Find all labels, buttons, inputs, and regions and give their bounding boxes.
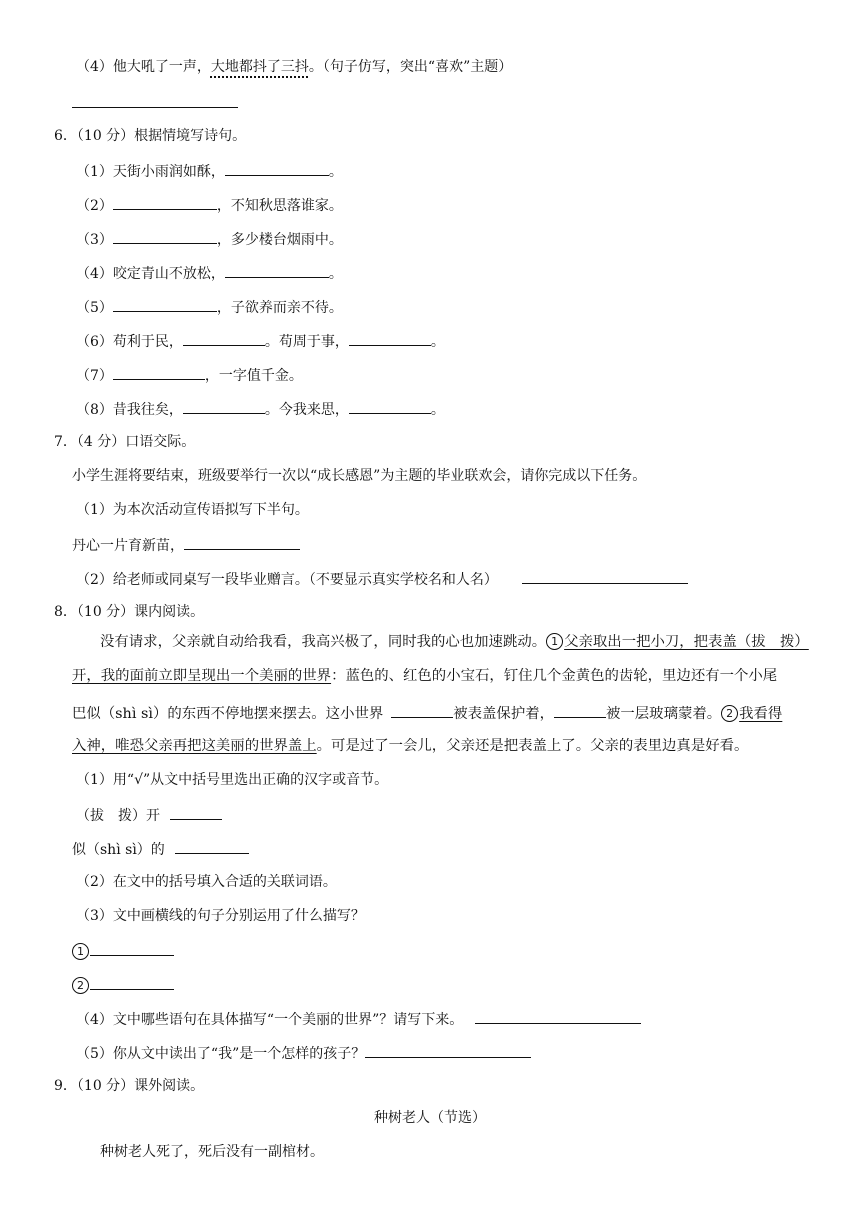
- q8-underlined-sentence-1b: 开，我的面前立即呈现出一个: [72, 668, 260, 684]
- answer-blank[interactable]: [113, 296, 217, 312]
- q8-sub5: [76, 1042, 531, 1064]
- q8-underlined-sentence-1a: 父亲取出一把小刀，把表盖（拔 拨）: [564, 634, 809, 650]
- q8-sub3: （3）文中画横线的句子分别运用了什么描写？: [76, 908, 365, 924]
- answer-blank[interactable]: [391, 702, 453, 718]
- answer-blank[interactable]: [72, 92, 238, 108]
- q8-sub1a: [76, 804, 222, 826]
- q9-passage-line1: 种树老人死了，死后没有一副棺材。: [100, 1144, 324, 1160]
- q6-item8: [76, 398, 445, 420]
- q6-item6-text-b: 。苟周于事，: [264, 334, 349, 350]
- q6-item1-text: （1）天街小雨润如酥，: [76, 164, 225, 180]
- q8-passage-text: 。可是过了一会儿，父亲还是把表盖上了。父亲的表里边真是好看。: [316, 738, 749, 754]
- answer-blank[interactable]: [113, 194, 217, 210]
- q8-passage-text: ：蓝色的、红色的小宝石，钉住几个金黄色的齿轮，里边还有一个小尾: [331, 668, 778, 684]
- q6-item4: [76, 262, 343, 284]
- q6-item6-end: 。: [430, 334, 445, 350]
- q5-item4-answer[interactable]: [72, 92, 238, 114]
- q6-item7-text: ，一字值千金。: [204, 368, 303, 384]
- q8-sub2: （2）在文中的括号填入合适的关联词语。: [76, 874, 337, 890]
- q8-passage-text: 巴似（shì sì）的东西不停地摆来摆去。这小世界: [72, 706, 384, 722]
- answer-blank[interactable]: [184, 534, 300, 550]
- q6-item3: [76, 228, 343, 250]
- q7-header: 7．（4 分）口语交际。: [54, 434, 196, 450]
- answer-blank[interactable]: [170, 804, 222, 820]
- q8-passage-line4: [72, 736, 748, 756]
- q6-item2: [76, 194, 343, 216]
- answer-blank[interactable]: [349, 330, 431, 346]
- q6-item4-text: （4）咬定青山不放松，: [76, 266, 225, 282]
- q6-item3-num: （3）: [76, 232, 113, 248]
- answer-blank[interactable]: [175, 838, 249, 854]
- q8-sub1a-text: （拔 拨）开: [76, 808, 160, 824]
- q6-item2-text: ，不知秋思落谁家。: [216, 198, 343, 214]
- answer-blank[interactable]: [183, 330, 265, 346]
- q8-passage-text: 被一层玻璃蒙着。: [606, 706, 722, 722]
- q8-sub1b-text: 似（shì sì）的: [72, 842, 165, 858]
- answer-blank[interactable]: [90, 974, 174, 990]
- circled-number-1: 1: [72, 943, 89, 960]
- q6-item8-end: 。: [430, 402, 445, 418]
- answer-blank[interactable]: [90, 940, 174, 956]
- q6-item2-num: （2）: [76, 198, 113, 214]
- q8-dotted-phrase: 美丽的世界: [259, 668, 332, 684]
- answer-blank[interactable]: [475, 1008, 641, 1024]
- circled-number-2: 2: [721, 705, 738, 722]
- q5-item4-suffix: 。（句子仿写，突出“喜欢”主题）: [308, 59, 513, 75]
- answer-blank[interactable]: [365, 1042, 531, 1058]
- q8-passage-text: 被表盖保护着，: [453, 706, 554, 722]
- q8-underlined-sentence-2a: 我看得: [739, 706, 783, 722]
- answer-blank[interactable]: [225, 262, 329, 278]
- q7-task1-line: [72, 534, 300, 556]
- q6-item5: [76, 296, 343, 318]
- q6-item7-num: （7）: [76, 368, 113, 384]
- q6-item1: [76, 160, 343, 182]
- q8-passage-line3: [72, 702, 782, 724]
- answer-blank[interactable]: [225, 160, 329, 176]
- answer-blank[interactable]: [554, 702, 606, 718]
- q9-header: 9．（10 分）课外阅读。: [54, 1078, 205, 1094]
- q6-item4-end: 。: [328, 266, 343, 282]
- q7-task1: （1）为本次活动宣传语拟写下半句。: [76, 502, 309, 518]
- q8-underlined-sentence-2b: 入神，唯恐父亲再把这美丽的世界盖上: [72, 738, 317, 754]
- q8-sub1b: [72, 838, 249, 860]
- q6-item8-text-a: （8）昔我往矣，: [76, 402, 183, 418]
- q8-passage-text: 没有请求，父亲就自动给我看，我高兴极了，同时我的心也加速跳动。: [100, 634, 547, 650]
- q9-passage-title: 种树老人（节选）: [374, 1110, 486, 1126]
- q5-item4-dotted-text: 大地都抖了三抖: [210, 59, 309, 75]
- q8-sub1: （1）用“√”从文中括号里选出正确的汉字或音节。: [76, 772, 389, 788]
- q5-item4-prefix: （4）他大吼了一声，: [76, 59, 211, 75]
- q7-task2-text: （2）给老师或同桌写一段毕业赠言。（不要显示真实学校名和人名）: [76, 572, 498, 588]
- q8-passage-line2: [72, 666, 777, 686]
- q8-header: 8．（10 分）课内阅读。: [54, 604, 205, 620]
- q8-sub4: [76, 1008, 641, 1030]
- q6-item8-text-b: 。今我来思，: [264, 402, 349, 418]
- q7-task1-prompt: 丹心一片育新苗，: [72, 538, 184, 554]
- answer-blank[interactable]: [522, 568, 688, 584]
- circled-number-2: 2: [72, 977, 89, 994]
- answer-blank[interactable]: [113, 228, 217, 244]
- q6-item6: [76, 330, 445, 352]
- q7-intro: 小学生涯将要结束，班级要举行一次以“成长感恩”为主题的毕业联欢会，请你完成以下任务。: [72, 468, 647, 484]
- q6-item5-num: （5）: [76, 300, 113, 316]
- q6-item1-end: 。: [328, 164, 343, 180]
- q6-item7: [76, 364, 303, 386]
- q6-header: 6．（10 分）根据情境写诗句。: [54, 128, 247, 144]
- answer-blank[interactable]: [349, 398, 431, 414]
- circled-number-1: 1: [546, 633, 563, 650]
- q5-item4: [76, 57, 512, 77]
- q6-item5-text: ，子欲养而亲不待。: [216, 300, 343, 316]
- q8-sub4-text: （4）文中哪些语句在具体描写“一个美丽的世界”？请写下来。: [76, 1012, 464, 1028]
- answer-blank[interactable]: [183, 398, 265, 414]
- q8-sub5-text: （5）你从文中读出了“我”是一个怎样的孩子？: [76, 1046, 366, 1062]
- q6-item6-text-a: （6）苟利于民，: [76, 334, 183, 350]
- q6-item3-text: ，多少楼台烟雨中。: [216, 232, 343, 248]
- q8-passage-line1: [100, 632, 809, 652]
- q8-sub3-answer1: [72, 940, 174, 962]
- answer-blank[interactable]: [113, 364, 205, 380]
- q7-task2: [76, 568, 688, 590]
- q8-sub3-answer2: [72, 974, 174, 996]
